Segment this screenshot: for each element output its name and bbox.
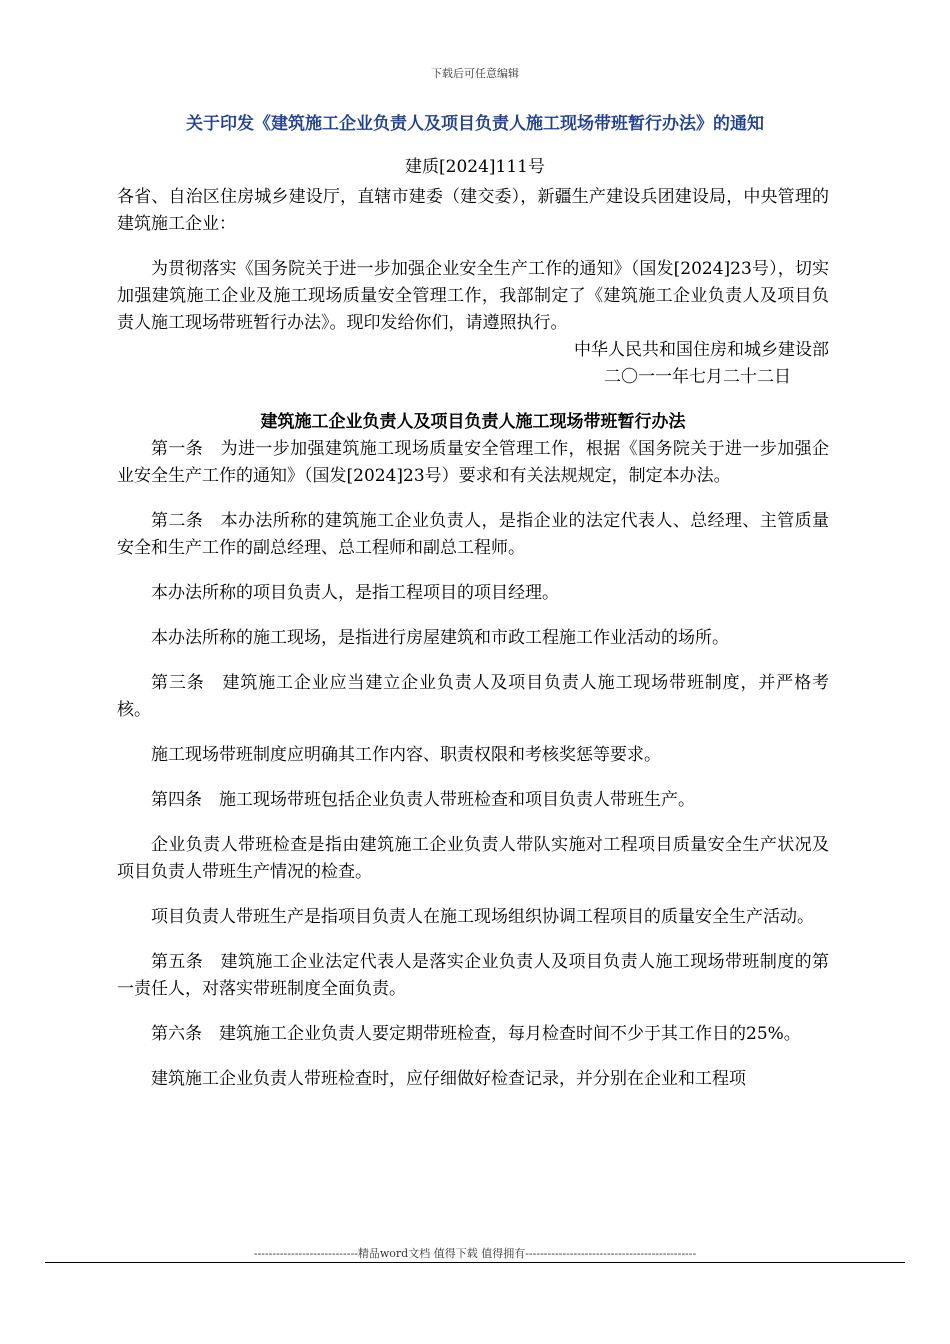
article-1: 第一条 为进一步加强建筑施工现场质量安全管理工作，根据《国务院关于进一步加强企业安全生产工作的通知》（国发[2024]23号）要求和有关法规规定，制定本办法。	[117, 439, 829, 486]
notice-title: 关于印发《建筑施工企业负责人及项目负责人施工现场带班暂行办法》的通知	[186, 114, 764, 134]
article-3-requirements: 施工现场带班制度应明确其工作内容、职责权限和考核奖惩等要求。	[151, 745, 661, 765]
article-4-enterprise-check: 企业负责人带班检查是指由建筑施工企业负责人带队实施对工程项目质量安全生产状况及项目负责人带班生产情况的检查。	[117, 835, 829, 882]
article-2: 第二条 本办法所称的建筑施工企业负责人，是指企业的法定代表人、总经理、主管质量安全和生产工作的副总经理、总工程师和副总工程师。	[117, 511, 829, 558]
article-4-project-production: 项目负责人带班生产是指项目负责人在施工现场组织协调工程项目的质量安全生产活动。	[151, 907, 814, 927]
footer-divider	[45, 1262, 905, 1263]
notice-date: 二〇一一年七月二十二日	[604, 367, 791, 387]
document-body	[117, 184, 829, 1093]
document-number: 建质[2024]111号	[405, 157, 545, 177]
article-2-site: 本办法所称的施工现场，是指进行房屋建筑和市政工程施工作业活动的场所。	[151, 628, 729, 648]
article-2-project-lead: 本办法所称的项目负责人，是指工程项目的项目经理。	[151, 583, 559, 603]
article-4: 第四条 施工现场带班包括企业负责人带班检查和项目负责人带班生产。	[151, 790, 695, 810]
article-3: 第三条 建筑施工企业应当建立企业负责人及项目负责人施工现场带班制度，并严格考核。	[117, 673, 829, 720]
page-footer-text: ----------------------------精品word文档 值得下载 值得拥有----------------------------------------------	[253, 1247, 697, 1260]
article-6: 第六条 建筑施工企业负责人要定期带班检查，每月检查时间不少于其工作日的25%。	[151, 1024, 801, 1044]
notice-body: 为贯彻落实《国务院关于进一步加强企业安全生产工作的通知》（国发[2024]23号），切实加强建筑施工企业及施工现场质量安全管理工作，我部制定了《建筑施工企业负责人及项目负责人施工现场带班暂行办法》。现印发给你们，请遵照执行。	[117, 259, 829, 333]
article-5: 第五条 建筑施工企业法定代表人是落实企业负责人及项目负责人施工现场带班制度的第一责任人，对落实带班制度全面负责。	[117, 952, 829, 999]
notice-issuer: 中华人民共和国住房和城乡建设部	[574, 340, 829, 360]
page-header-note: 下载后可任意编辑	[431, 67, 519, 80]
measures-title: 建筑施工企业负责人及项目负责人施工现场带班暂行办法	[260, 412, 686, 432]
notice-addressee: 各省、自治区住房城乡建设厅，直辖市建委（建交委），新疆生产建设兵团建设局，中央管理的建筑施工企业：	[117, 187, 829, 234]
article-6-records: 建筑施工企业负责人带班检查时，应仔细做好检查记录，并分别在企业和工程项	[151, 1069, 746, 1089]
